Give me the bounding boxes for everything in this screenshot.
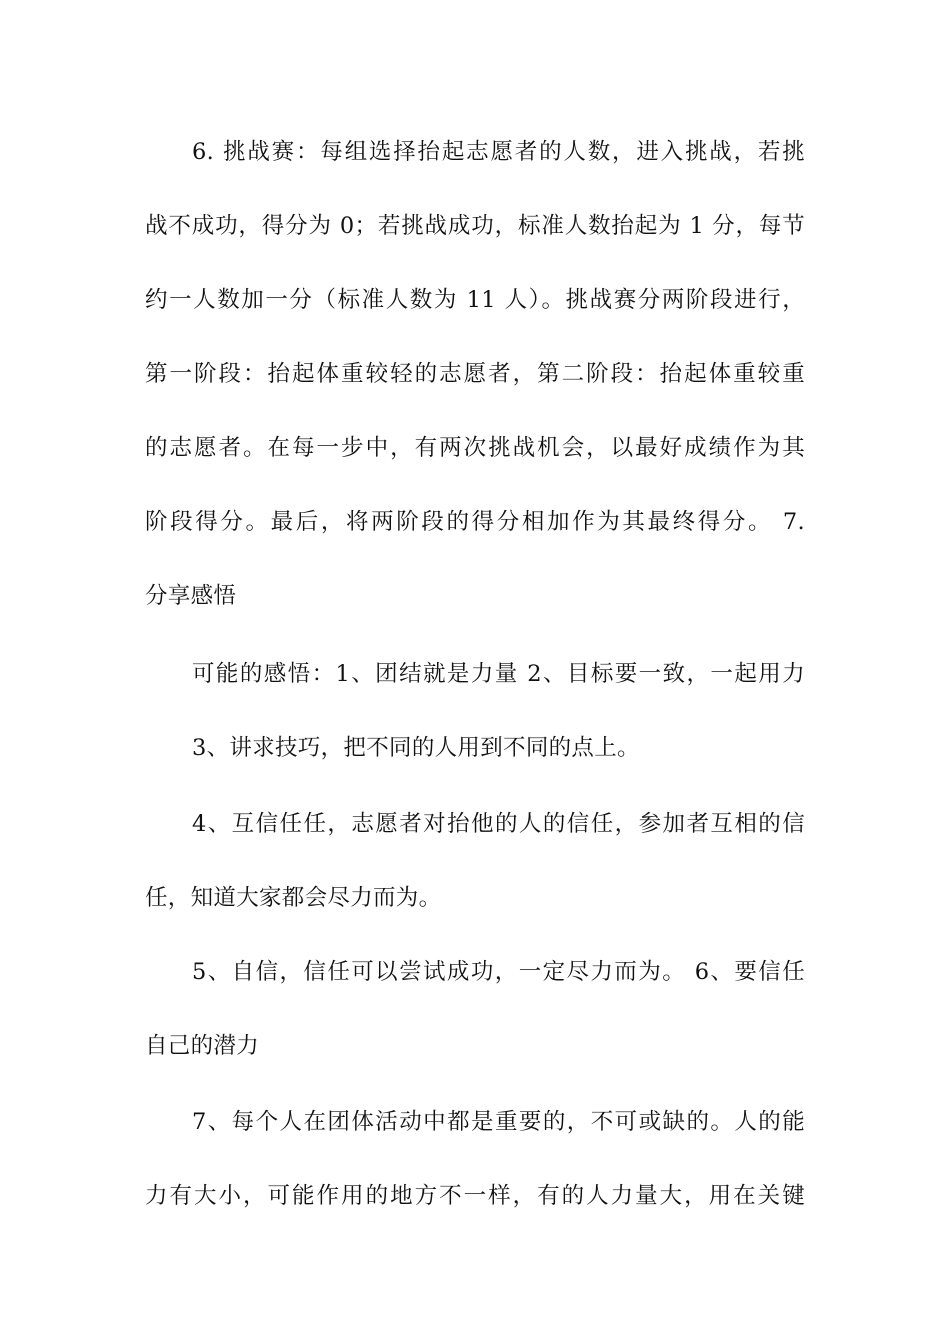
paragraph-line: 的志愿者。在每一步中，有两次挑战机会，以最好成绩作为其: [145, 435, 805, 461]
paragraph-line: 阶段得分。最后，将两阶段的得分相加作为其最终得分。 7.: [145, 509, 805, 535]
paragraph-line: 第一阶段：抬起体重较轻的志愿者，第二阶段：抬起体重较重: [145, 361, 805, 387]
paragraph-line: 任，知道大家都会尽力而为。: [145, 885, 442, 911]
paragraph-line: 6. 挑战赛：每组选择抬起志愿者的人数，进入挑战，若挑: [192, 139, 805, 165]
paragraph-line: 分享感悟: [145, 583, 237, 609]
paragraph-line: 力有大小，可能作用的地方不一样，有的人力量大，用在关键: [145, 1183, 805, 1209]
paragraph-line: 战不成功，得分为 0；若挑战成功，标准人数抬起为 1 分，每节: [145, 213, 805, 239]
paragraph-line: 自己的潜力: [145, 1033, 260, 1059]
paragraph-line: 3、讲求技巧，把不同的人用到不同的点上。: [192, 735, 640, 761]
paragraph-line: 7、每个人在团体活动中都是重要的，不可或缺的。人的能: [192, 1109, 805, 1135]
paragraph-line: 可能的感悟：1、团结就是力量 2、目标要一致，一起用力: [192, 661, 805, 687]
paragraph-line: 4、互信任任，志愿者对抬他的人的信任，参加者互相的信: [192, 811, 805, 837]
paragraph-line: 5、自信，信任可以尝试成功，一定尽力而为。 6、要信任: [192, 959, 805, 985]
paragraph-line: 约一人数加一分（标准人数为 11 人）。挑战赛分两阶段进行，: [145, 287, 805, 313]
